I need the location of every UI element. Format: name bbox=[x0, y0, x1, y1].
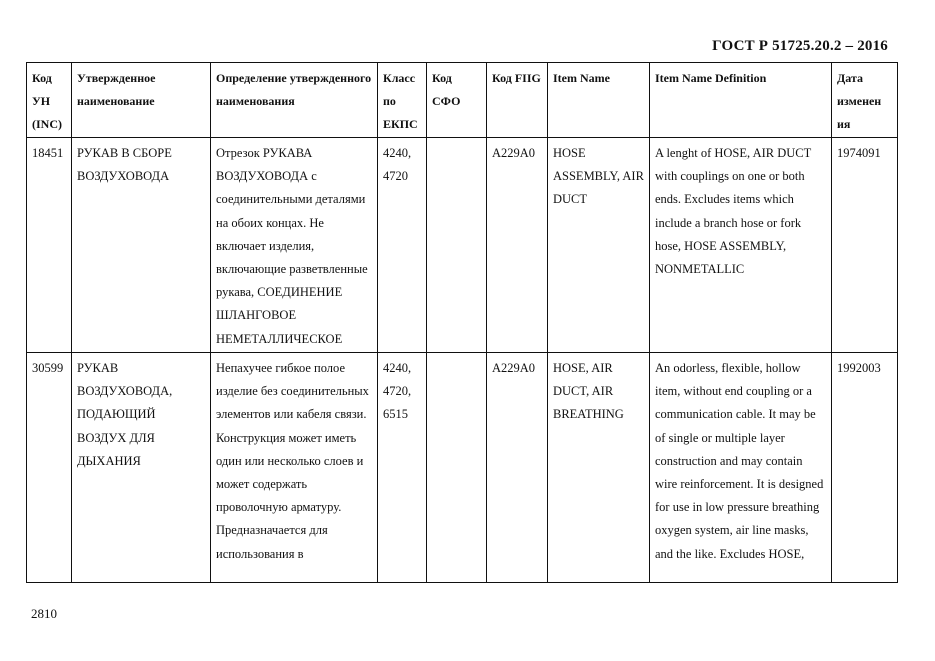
column-header-inc: Код УН (INC) bbox=[27, 63, 72, 138]
cell-approved-name: РУКАВ В СБОРЕ ВОЗДУХОВОДА bbox=[72, 138, 211, 353]
table-header-row bbox=[27, 63, 898, 138]
column-header-approved-name: Утвержденное наименование bbox=[72, 63, 211, 138]
cell-fiig: A229A0 bbox=[487, 353, 548, 583]
cell-date: 1992003 bbox=[832, 353, 898, 583]
column-header-definition: Определение утвержденного наименования bbox=[211, 63, 378, 138]
column-header-item-name: Item Name bbox=[548, 63, 650, 138]
table-row bbox=[27, 353, 898, 583]
cell-item-name: HOSE, AIR DUCT, AIR BREATHING bbox=[548, 353, 650, 583]
cell-fiig: A229A0 bbox=[487, 138, 548, 353]
table-row bbox=[27, 138, 898, 353]
cell-item-name: HOSE ASSEMBLY, AIR DUCT bbox=[548, 138, 650, 353]
page-number: 2810 bbox=[31, 606, 57, 621]
document-standard-title: ГОСТ Р 51725.20.2 – 2016 bbox=[712, 38, 888, 54]
cell-item-definition: A lenght of HOSE, AIR DUCT with couplings on one or both ends. Excludes items which include a branch hose or fork hose, HOSE ASSEMBLY, NONMETALLIC bbox=[650, 138, 832, 353]
classification-table bbox=[26, 62, 898, 583]
cell-item-definition: An odorless, flexible, hollow item, without end coupling or a communication cable. It may be of single or multiple layer construction and may contain wire reinforcement. It is designed for use in low pressure breathing oxygen system, air line masks, and the like. Excludes HOSE, bbox=[650, 353, 832, 583]
column-header-date: Дата изменен ия bbox=[832, 63, 898, 138]
column-header-item-definition: Item Name Definition bbox=[650, 63, 832, 138]
cell-sfo bbox=[427, 353, 487, 583]
cell-date: 1974091 bbox=[832, 138, 898, 353]
cell-class: 4240, 4720, 6515 bbox=[378, 353, 427, 583]
column-header-sfo: Код СФО bbox=[427, 63, 487, 138]
cell-approved-name: РУКАВ ВОЗДУХОВОДА, ПОДАЮЩИЙ ВОЗДУХ ДЛЯ ДЫХАНИЯ bbox=[72, 353, 211, 583]
column-header-class: Класс по ЕКПС bbox=[378, 63, 427, 138]
cell-inc: 18451 bbox=[27, 138, 72, 353]
cell-inc: 30599 bbox=[27, 353, 72, 583]
cell-definition: Отрезок РУКАВА ВОЗДУХОВОДА с соединительными деталями на обоих концах. Не включает изделия, включающие разветвленные рукава, СОЕДИНЕНИЕ ШЛАНГОВОЕ НЕМЕТАЛЛИЧЕСКОЕ bbox=[211, 138, 378, 353]
cell-class: 4240, 4720 bbox=[378, 138, 427, 353]
cell-definition: Непахучее гибкое полое изделие без соединительных элементов или кабеля связи. Конструкция может иметь один или несколько слоев и может содержать проволочную арматуру. Предназначается для использования в bbox=[211, 353, 378, 583]
cell-sfo bbox=[427, 138, 487, 353]
column-header-fiig: Код FIIG bbox=[487, 63, 548, 138]
